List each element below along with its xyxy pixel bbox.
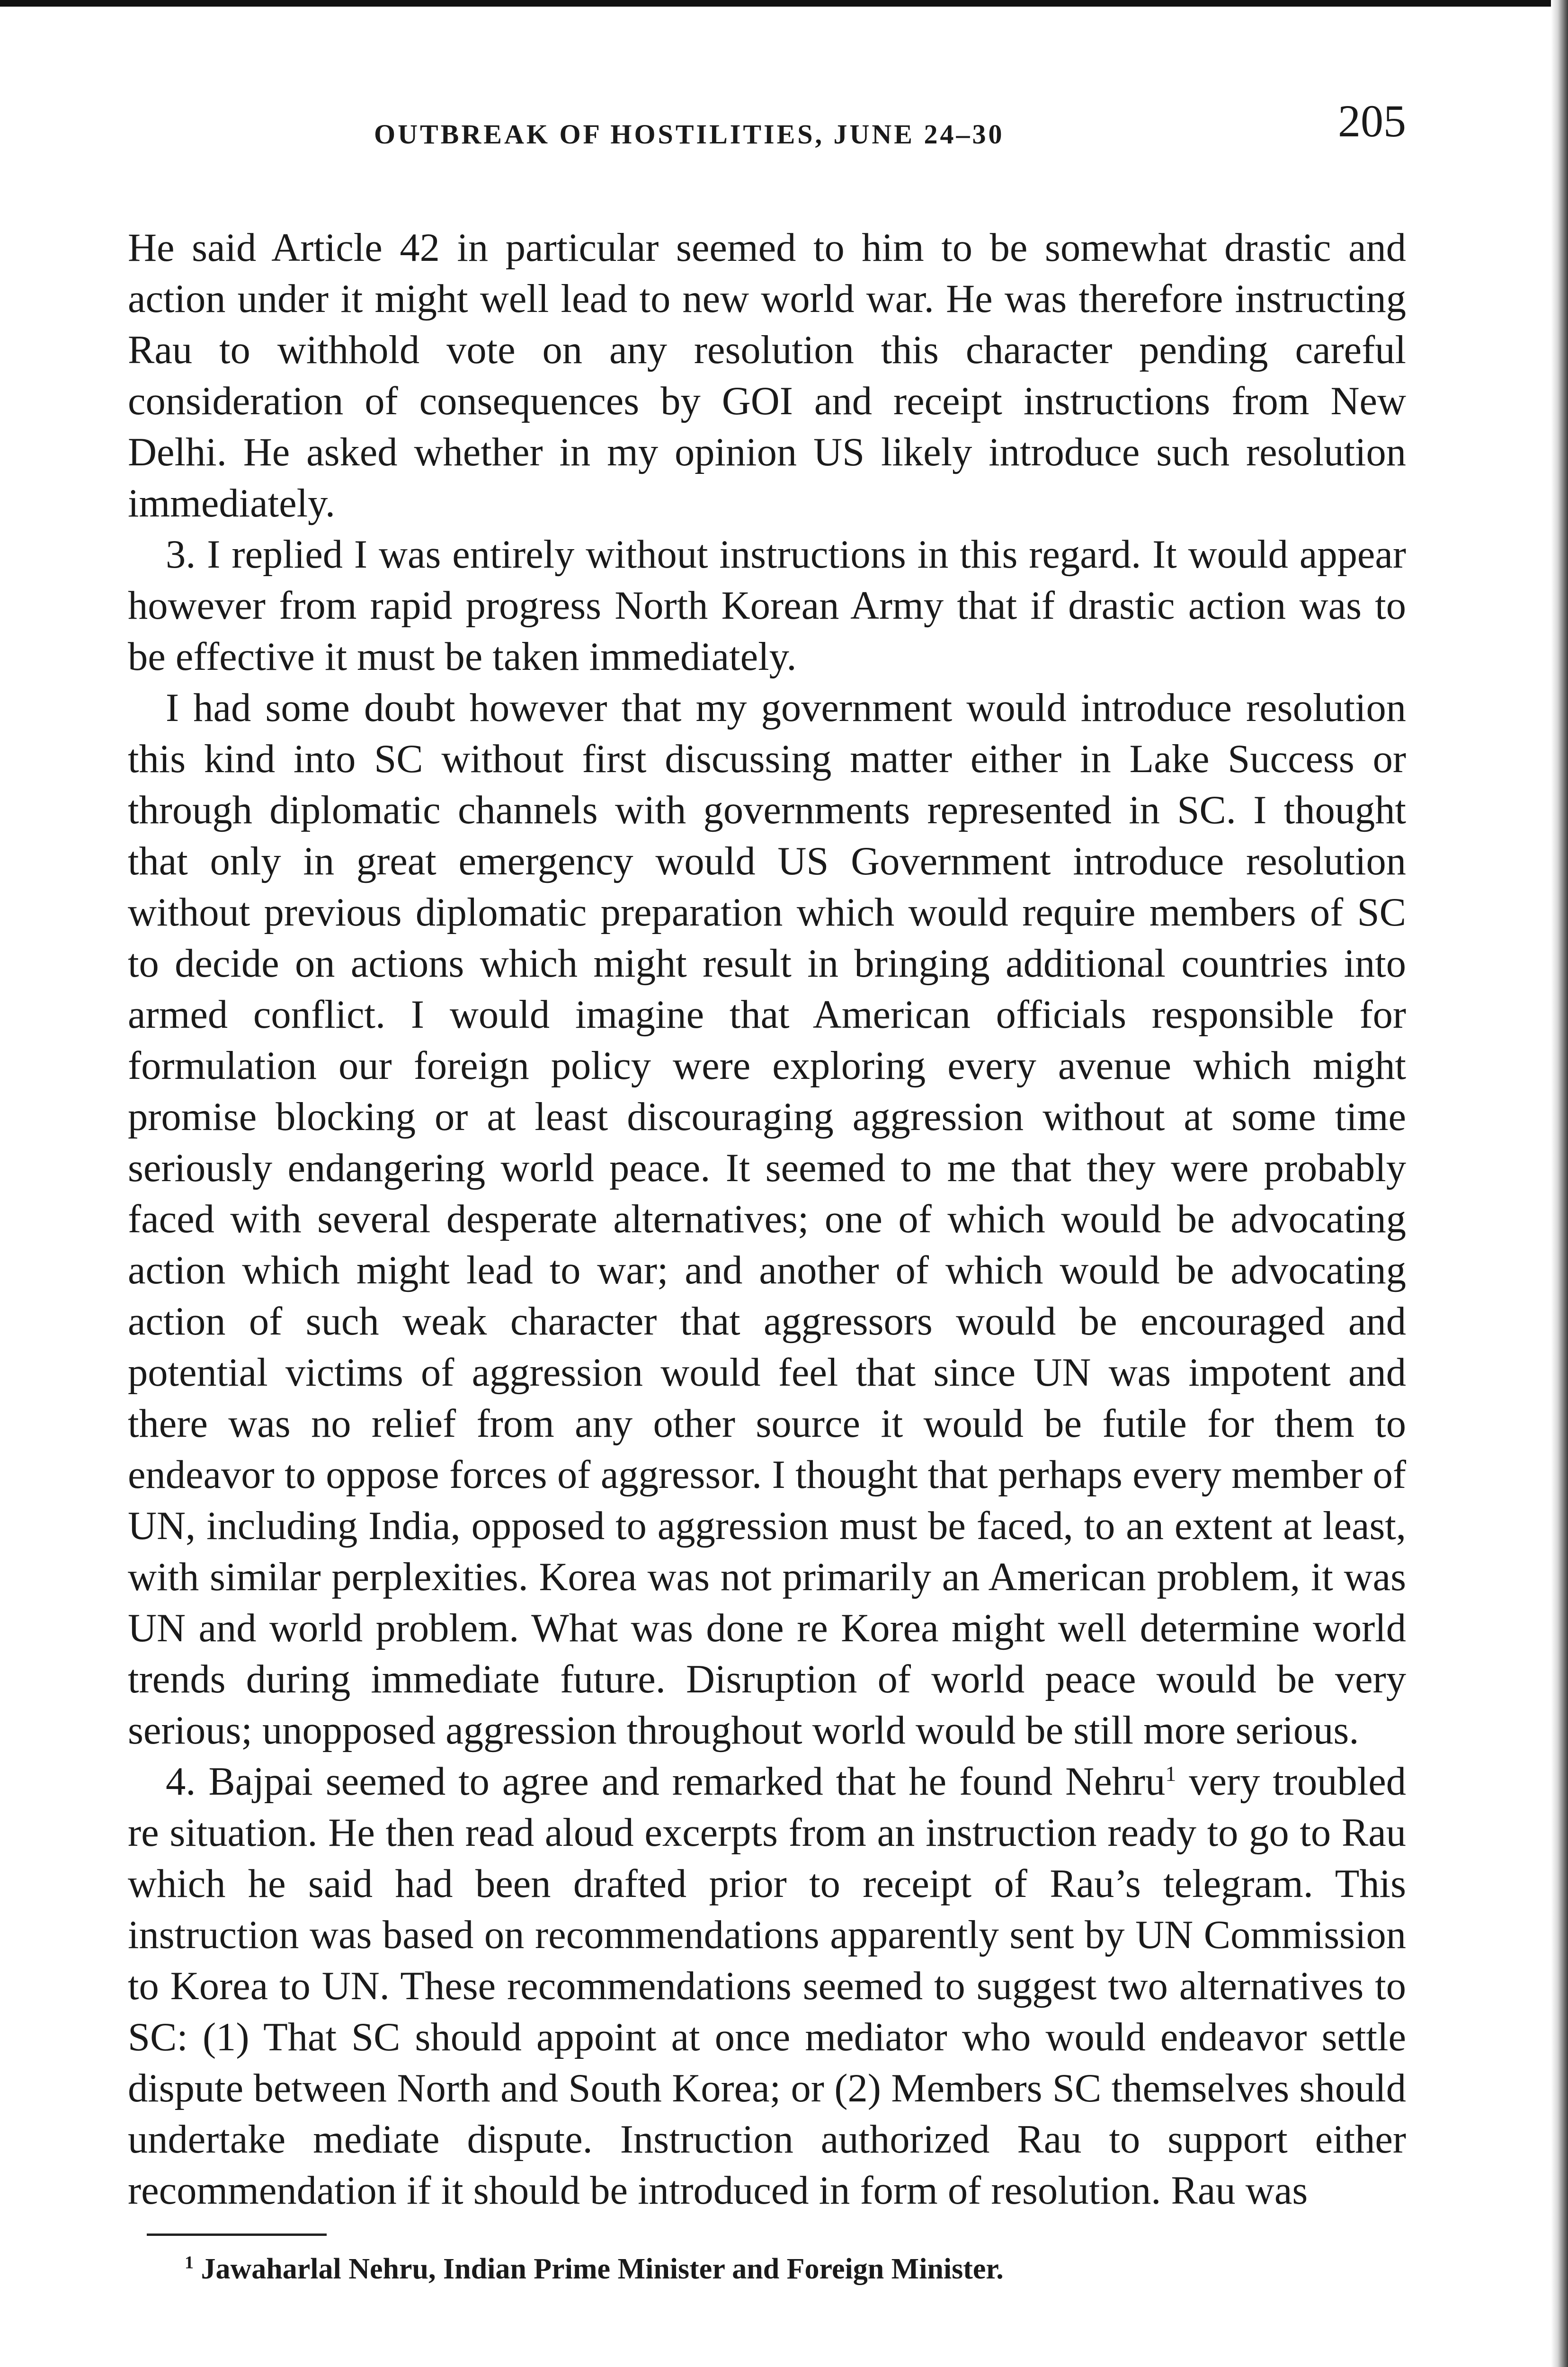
running-head [128,85,1406,156]
paragraph-3: 3. I replied I was entirely without instructions in this regard. It would appear however from rapid progress North Korean Army that if drastic action was to be effective it must be taken immediately. [128,533,1406,679]
running-title: OUTBREAK OF HOSTILITIES, JUNE 24–30 [374,119,1005,150]
document-page [128,85,1406,2288]
footnote-divider [147,2234,327,2236]
paragraph-continued: He said Article 42 in particular seemed to him to be somewhat drastic and action under it might well lead to new world war. He was therefore instructing Rau to withhold vote on any resolution this character pending careful consideration of consequences by GOI and receipt instructions from New Delhi. He asked whether in my opinion US likely introduce such resolution immediately. [128,226,1406,525]
paragraph-4-text-start: 4. Bajpai seemed to agree and remarked that he found Nehru [166,1760,1166,1804]
page-number: 205 [1338,96,1406,146]
footnote-reference: 1 [1165,1761,1176,1786]
paragraph-4 [128,1756,1406,2216]
top-edge-rule [0,0,1568,7]
footnote [185,2250,1406,2288]
footnote-marker: 1 [185,2252,194,2273]
footnote-text: Jawaharlal Nehru, Indian Prime Minister and Foreign Minister. [194,2253,1004,2285]
body-text [128,222,1406,2216]
paragraph-3-continued: I had some doubt however that my government would introduce resolution this kind into SC without first discussing matter either in Lake Success or through diplomatic channels with governments represented in SC. I thought that only in great emergency would US Government introduce resolution without previous diplomatic preparation which would require members of SC to decide on actions which might result in bringing additional countries into armed conflict. I would imagine that American officials responsible for formulation our foreign policy were exploring every avenue which might promise blocking or at least discouraging aggression without at some time seriously endangering world peace. It seemed to me that they were probably faced with several desperate alternatives; one of which would be advocating action which might lead to war; and another of which would be advocating action of such weak character that aggressors would be encouraged and potential victims of aggression would feel that since UN was impotent and there was no relief from any other source it would be futile for them to endeavor to oppose forces of aggressor. I thought that perhaps every member of UN, including India, opposed to aggression must be faced, to an extent at least, with similar perplexities. Korea was not primarily an American problem, it was UN and world problem. What was done re Korea might well determine world trends during immediate future. Disruption of world peace would be very serious; unopposed aggression throughout world would be still more serious. [128,686,1406,1753]
page-edge-shadow [1551,0,1568,2367]
paragraph-4-text-end: very troubled re situation. He then read aloud excerpts from an instruction ready to go to Rau which he said had been drafted prior to receipt of Rau’s telegram. This instruction was based on recommendations apparently sent by UN Commission to Korea to UN. These recommendations seemed to suggest two alternatives to SC: (1) That SC should appoint at once mediator who would endeavor settle dispute between North and South Korea; or (2) Members SC themselves should undertake mediate dispute. Instruction authorized Rau to support either recommendation if it should be introduced in form of resolution. Rau was [128,1760,1406,2213]
